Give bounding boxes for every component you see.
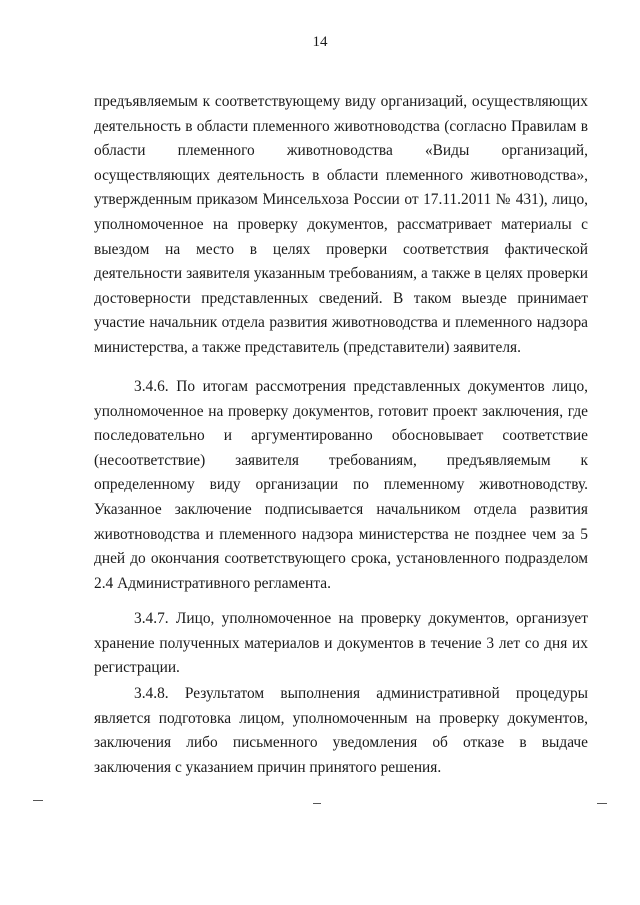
paragraph-text: 3.4.8. Результатом выполнения административной процедуры является подготовка лицом, уполномоченным на проверку документов, заключения либо письменного уведомления об отказе в выдаче заключения с указанием причин принятого решения. <box>94 685 588 776</box>
paragraph-3-4-7 <box>94 607 588 681</box>
paragraph-continuation <box>94 90 588 361</box>
paragraph-text: предъявляемым к соответствующему виду организаций, осуществляющих деятельность в области племенного животноводства (согласно Правилам в области племенного животноводства «Виды организаций, осуществляющих деятельность в области племенного животноводства», утвержденным приказом Минсельхоза России от 17.11.2011 № 431), лицо, уполномоченное на проверку документов, рассматривает материалы с выездом на место в целях проверки соответствия фактической деятельности заявителя указанным требованиям, а также в целях проверки достоверности представленных сведений. В таком выезде принимает участие начальник отдела развития животноводства и племенного надзора министерства, а также представитель (представители) заявителя. <box>94 93 588 356</box>
scan-artifact <box>33 800 43 801</box>
paragraph-text: 3.4.7. Лицо, уполномоченное на проверку документов, организует хранение полученных материалов и документов в течение 3 лет со дня их регистрации. <box>94 610 588 677</box>
scan-artifact <box>313 803 321 804</box>
scan-artifact <box>597 803 607 804</box>
paragraph-3-4-8 <box>94 682 588 780</box>
paragraph-3-4-6 <box>94 375 588 596</box>
paragraph-text: 3.4.6. По итогам рассмотрения представленных документов лицо, уполномоченное на проверку документов, готовит проект заключения, где последовательно и аргументированно обосновывает соответствие (несоответствие) заявителя требованиям, предъявляемым к определенному виду организации по племенному животноводству. Указанное заключение подписывается начальником отдела развития животноводства и племенного надзора министерства не позднее чем за 5 дней до окончания соответствующего срока, установленного подразделом 2.4 Административного регламента. <box>94 378 588 592</box>
page-number: 14 <box>312 34 328 50</box>
